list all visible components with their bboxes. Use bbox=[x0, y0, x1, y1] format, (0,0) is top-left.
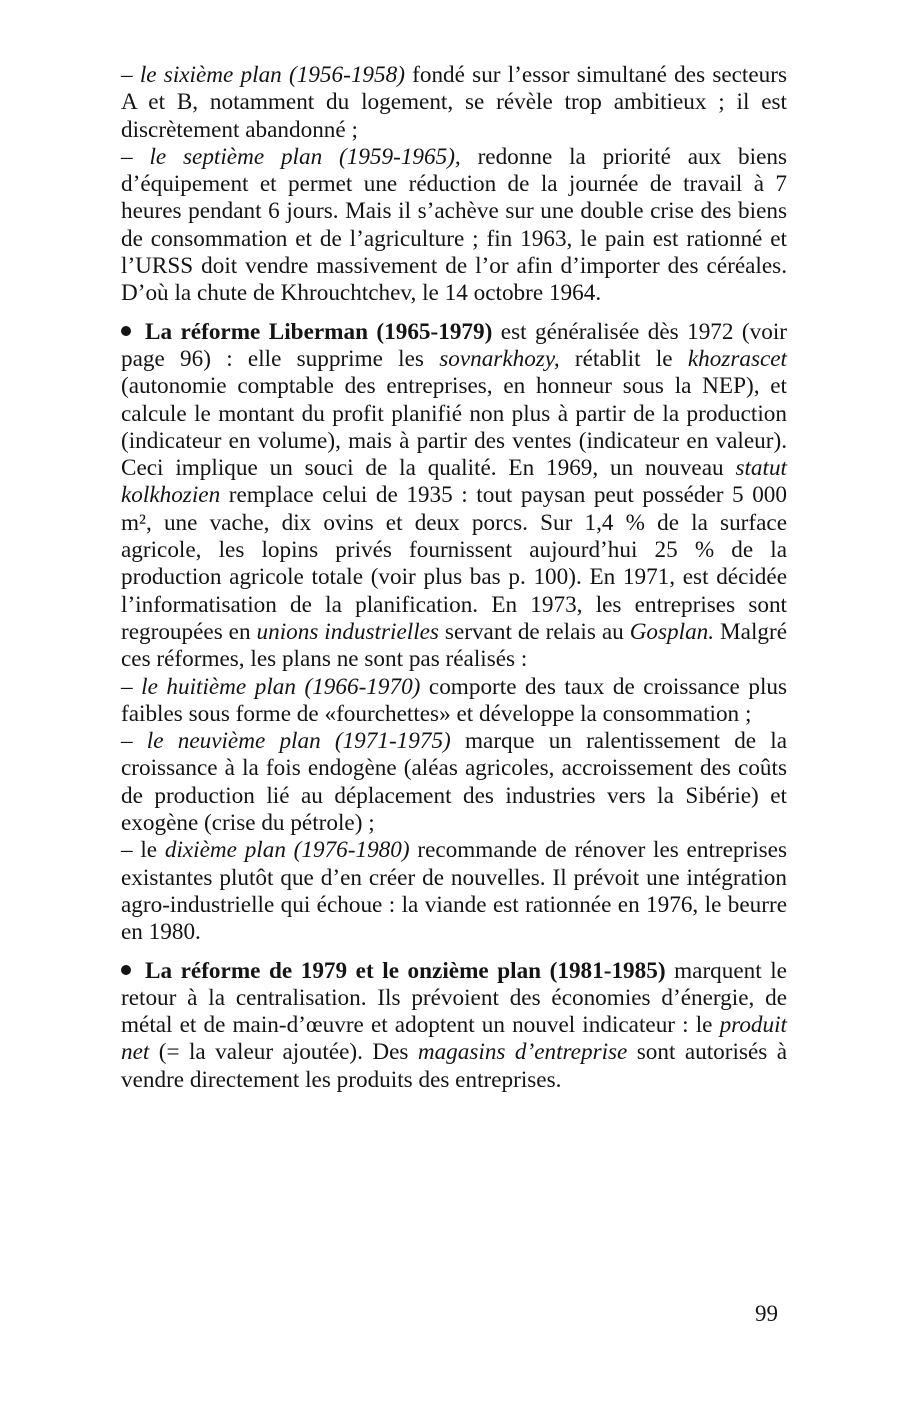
italic-text: sovnarkhozy, bbox=[439, 345, 560, 372]
italic-text: le septième plan (1959-1965), bbox=[149, 143, 461, 170]
italic-text: le sixième plan (1956-1958) bbox=[139, 62, 405, 88]
bold-text: La réforme de 1979 et le onzième plan (1981-1985) bbox=[145, 957, 666, 984]
body-text: comporte des taux de croissance plus faibles sous forme de «fourchettes» et développe la consommation ; bbox=[121, 673, 788, 727]
body-text: – bbox=[121, 143, 150, 170]
list-item bbox=[121, 728, 787, 837]
body-text: (autonomie comptable des entreprises, en honneur sous la NEP), et calcule le montant du profit planifié non plus à partir de la production (indicateur en volume), mais à partir des ventes (indicateur en valeur). Ceci implique un souci de la qualité. En 1969, un nouveau bbox=[121, 373, 787, 482]
body-text: est généralisée dès 1972 (voir page 96) : elle supprime les bbox=[121, 318, 788, 372]
body-text: – le bbox=[121, 837, 165, 864]
body-text: – bbox=[121, 728, 147, 755]
body-text: (= la valeur ajoutée). Des bbox=[149, 1039, 418, 1066]
body-text: rétablit le bbox=[559, 345, 688, 372]
italic-text: khozrascet bbox=[687, 345, 787, 372]
body-text: – bbox=[121, 673, 142, 700]
page-body bbox=[121, 62, 787, 1094]
italic-text: Gosplan. bbox=[629, 618, 715, 645]
list-item bbox=[121, 674, 787, 729]
bullet-icon bbox=[121, 326, 131, 336]
page-number: 99 bbox=[755, 1301, 778, 1326]
body-text: sont autorisés à vendre directement les produits des entreprises. bbox=[121, 1039, 787, 1093]
bold-text: La réforme Liberman (1965-1979) bbox=[145, 318, 493, 345]
italic-text: dixième plan (1976-1980) bbox=[164, 837, 410, 864]
body-text: servant de relais au bbox=[438, 618, 630, 645]
body-text: marquent le retour à la centralisation. Ils prévoient des économies d’énergie, de métal et de main-d’œuvre et adoptent un nouvel indicateur : le bbox=[121, 957, 787, 1039]
italic-text: produit net bbox=[121, 1012, 787, 1066]
body-text: remplace celui de 1935 : tout paysan peut posséder 5 000 m², une vache, dix ovins et deux porcs. Sur 1,4 % de la surface agricole, les lopins privés fournissent aujourd’hui 25 % de la production agricole totale (voir plus bas p. 100). En 1971, est décidée l’informatisation de la planification. En 1973, les entreprises sont regroupées en bbox=[121, 482, 787, 645]
body-text: Malgré ces réformes, les plans ne sont pas réalisés : bbox=[121, 618, 787, 673]
body-text: – bbox=[121, 62, 140, 88]
body-text: redonne la priorité aux biens d’équipement et permet une réduction de la journée de travail à 7 heures pendant 6 jours. Mais il s’achève sur une double crise des biens de consommation et de l’agriculture ; fin 1963, le pain est rationné et l’URSS doit vendre massivement de l’or afin d’importer des céréales. D’où la chute de Khrouchtchev, le 14 octobre 1964. bbox=[121, 143, 787, 307]
italic-text: unions industrielles bbox=[256, 618, 439, 645]
italic-text: magasins d’entreprise bbox=[417, 1039, 628, 1066]
italic-text: statut kolkhozien bbox=[121, 455, 787, 509]
body-text: recommande de rénover les entreprises existantes plutôt que d’en créer de nouvelles. Il prévoit une intégration agro-industrielle qui échoue : la viande est rationnée en 1976, le beurre en 1980. bbox=[121, 837, 787, 946]
bullet-icon bbox=[121, 965, 131, 975]
list-item bbox=[121, 837, 787, 946]
italic-text: le neuvième plan (1971-1975) bbox=[146, 728, 451, 755]
list-item bbox=[121, 62, 787, 144]
section-paragraph bbox=[121, 958, 787, 1094]
italic-text: le huitième plan (1966-1970) bbox=[141, 673, 421, 700]
section-paragraph bbox=[121, 319, 787, 674]
body-text: fondé sur l’essor simultané des secteurs A et B, notamment du logement, se révèle trop ambitieux ; il est discrètement abandonné ; bbox=[121, 62, 787, 143]
body-text: marque un ralentissement de la croissance à la fois endogène (aléas agricoles, accroissement des coûts de production lié au déplacement des industries vers la Sibérie) et exogène (crise du pétrole) ; bbox=[121, 728, 788, 837]
list-item bbox=[121, 144, 787, 308]
